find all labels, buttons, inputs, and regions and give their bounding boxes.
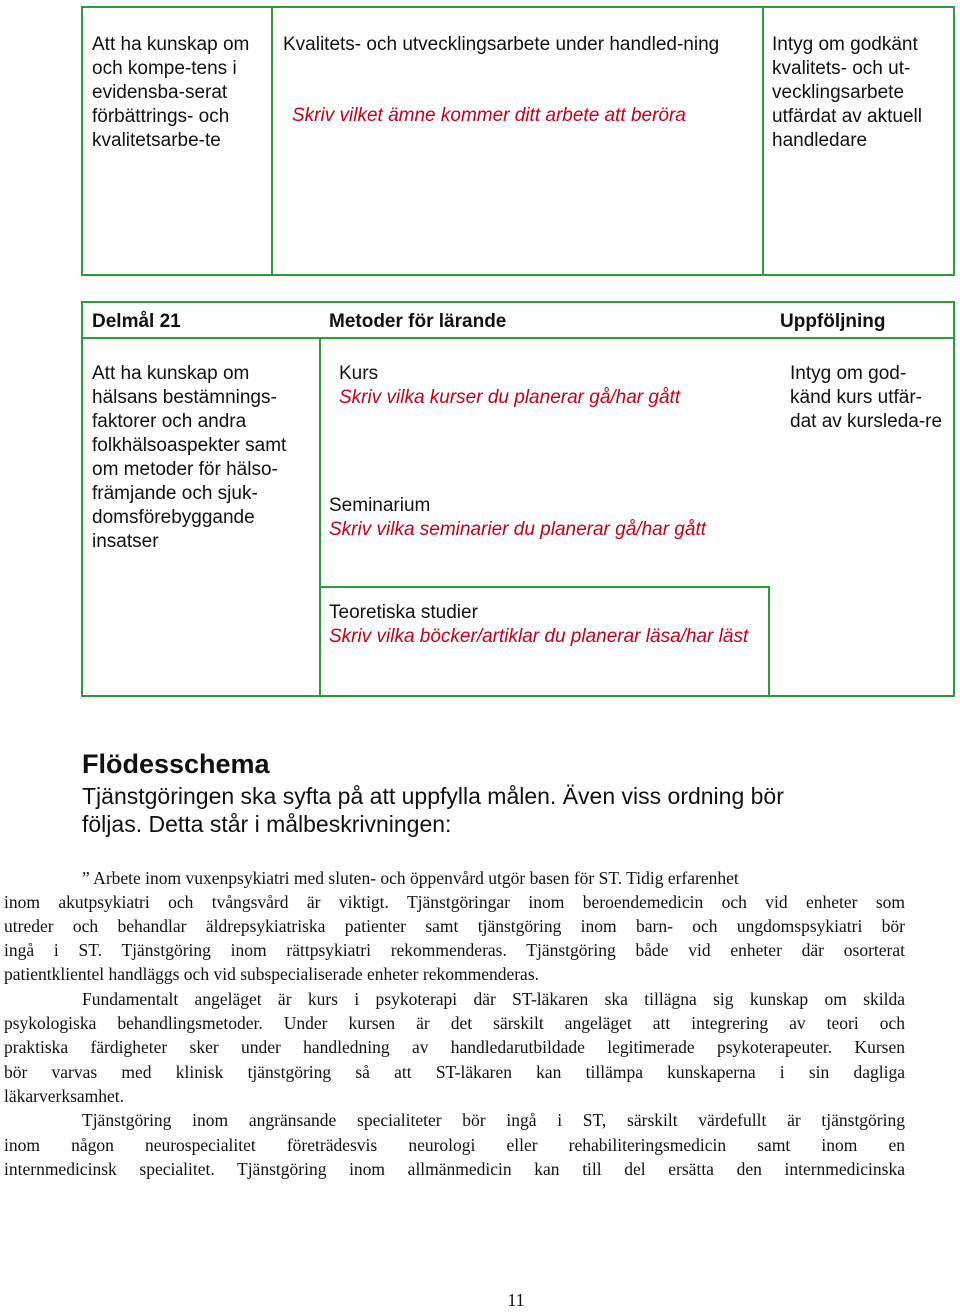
method-studies-title: Teoretiska studier xyxy=(329,602,478,623)
table2-header-goal: Delmål 21 xyxy=(92,311,181,332)
table2-goal-divider xyxy=(319,337,321,697)
method-seminar-title: Seminarium xyxy=(329,495,431,516)
body-line-7: psykologiska behandlingsmetoder. Under kursen är det särskilt angeläget att integrering av teori och xyxy=(4,1013,905,1033)
body-line-8: praktiska färdigheter sker under handledning av handledarutbildade legitimerade psykoterapeuter. Kursen xyxy=(4,1037,905,1057)
table2-header-methods: Metoder för lärande xyxy=(329,311,507,332)
method-course-hint: Skriv vilka kurser du planerar gå/har gått xyxy=(339,387,681,408)
table1-followup-text: Intyg om godkänt kvalitets- och ut-vecklingsarbete utfärdat av aktuell handledare xyxy=(772,34,922,151)
table2-header-divider xyxy=(81,337,955,339)
body-line-5: patientklientel handläggs och vid subspecialiserade enheter rekommenderas. xyxy=(4,964,540,984)
body-line-3: utreder och behandlar äldrepsykiatriska patienter samt tjänstgöring inom barn- och ungdomspsykiatri bör xyxy=(4,916,905,936)
table2-goal-text: Att ha kunskap om hälsans bestämnings-faktorer och andra folkhälsoaspekter samt om metoder för hälso-främjande och sjuk-domsförebyggande insatser xyxy=(92,363,287,552)
table2-followup-text: Intyg om god-känd kurs utfär-dat av kursleda-re xyxy=(790,363,943,432)
flow-intro-line2: följas. Detta står i målbeskrivningen: xyxy=(82,811,452,837)
table2-followup-divider xyxy=(768,586,770,697)
table2-studies-top-border xyxy=(319,586,770,588)
body-line-13: internmedicinsk specialitet. Tjänstgöring inom allmänmedicin kan till del ersätta den internmedicinska xyxy=(4,1159,905,1179)
flow-heading: Flödesschema xyxy=(82,749,270,779)
body-line-2: inom akutpsykiatri och tvångsvård är viktigt. Tjänstgöringar inom beroendemedicin och vid enheter som xyxy=(4,892,905,912)
body-line-10: läkarverksamhet. xyxy=(4,1086,125,1106)
table1-goal-text: Att ha kunskap om och kompe-tens i evidensba-serat förbättrings- och kvalitetsarbe-te xyxy=(92,34,250,151)
body-line-9: bör varvas med klinisk tjänstgöring så att ST-läkaren kan tillämpa kunskaperna i sin dagliga xyxy=(4,1062,905,1082)
page-number: 11 xyxy=(507,1290,525,1310)
table1-method-hint: Skriv vilket ämne kommer ditt arbete att beröra xyxy=(292,105,686,126)
body-line-1: ” Arbete inom vuxenpsykiatri med sluten- och öppenvård utgör basen för ST. Tidig erfarenhet xyxy=(82,868,739,888)
method-seminar-hint: Skriv vilka seminarier du planerar gå/har gått xyxy=(329,519,707,540)
body-line-12: inom någon neurospecialitet företrädesvis neurologi eller rehabiliteringsmedicin samt inom en xyxy=(4,1135,905,1155)
body-line-11: Tjänstgöring inom angränsande specialiteter bör ingå i ST, särskilt värdefullt är tjänstgöring xyxy=(82,1110,905,1130)
flow-intro-line1: Tjänstgöringen ska syfta på att uppfylla målen. Även viss ordning bör xyxy=(82,783,784,809)
table2-header-followup: Uppföljning xyxy=(780,311,886,332)
method-course-title: Kurs xyxy=(339,363,379,384)
body-line-4: ingå i ST. Tjänstgöring inom rättpsykiatri rekommenderas. Tjänstgöring både vid enheter där osorterat xyxy=(4,940,905,960)
table1-method-title: Kvalitets- och utvecklingsarbete under handled-ning xyxy=(283,34,720,55)
method-studies-hint: Skriv vilka böcker/artiklar du planerar läsa/har läst xyxy=(329,626,749,647)
body-line-6: Fundamentalt angeläget är kurs i psykoterapi där ST-läkaren ska tillägna sig kunskap om skilda xyxy=(82,989,905,1009)
